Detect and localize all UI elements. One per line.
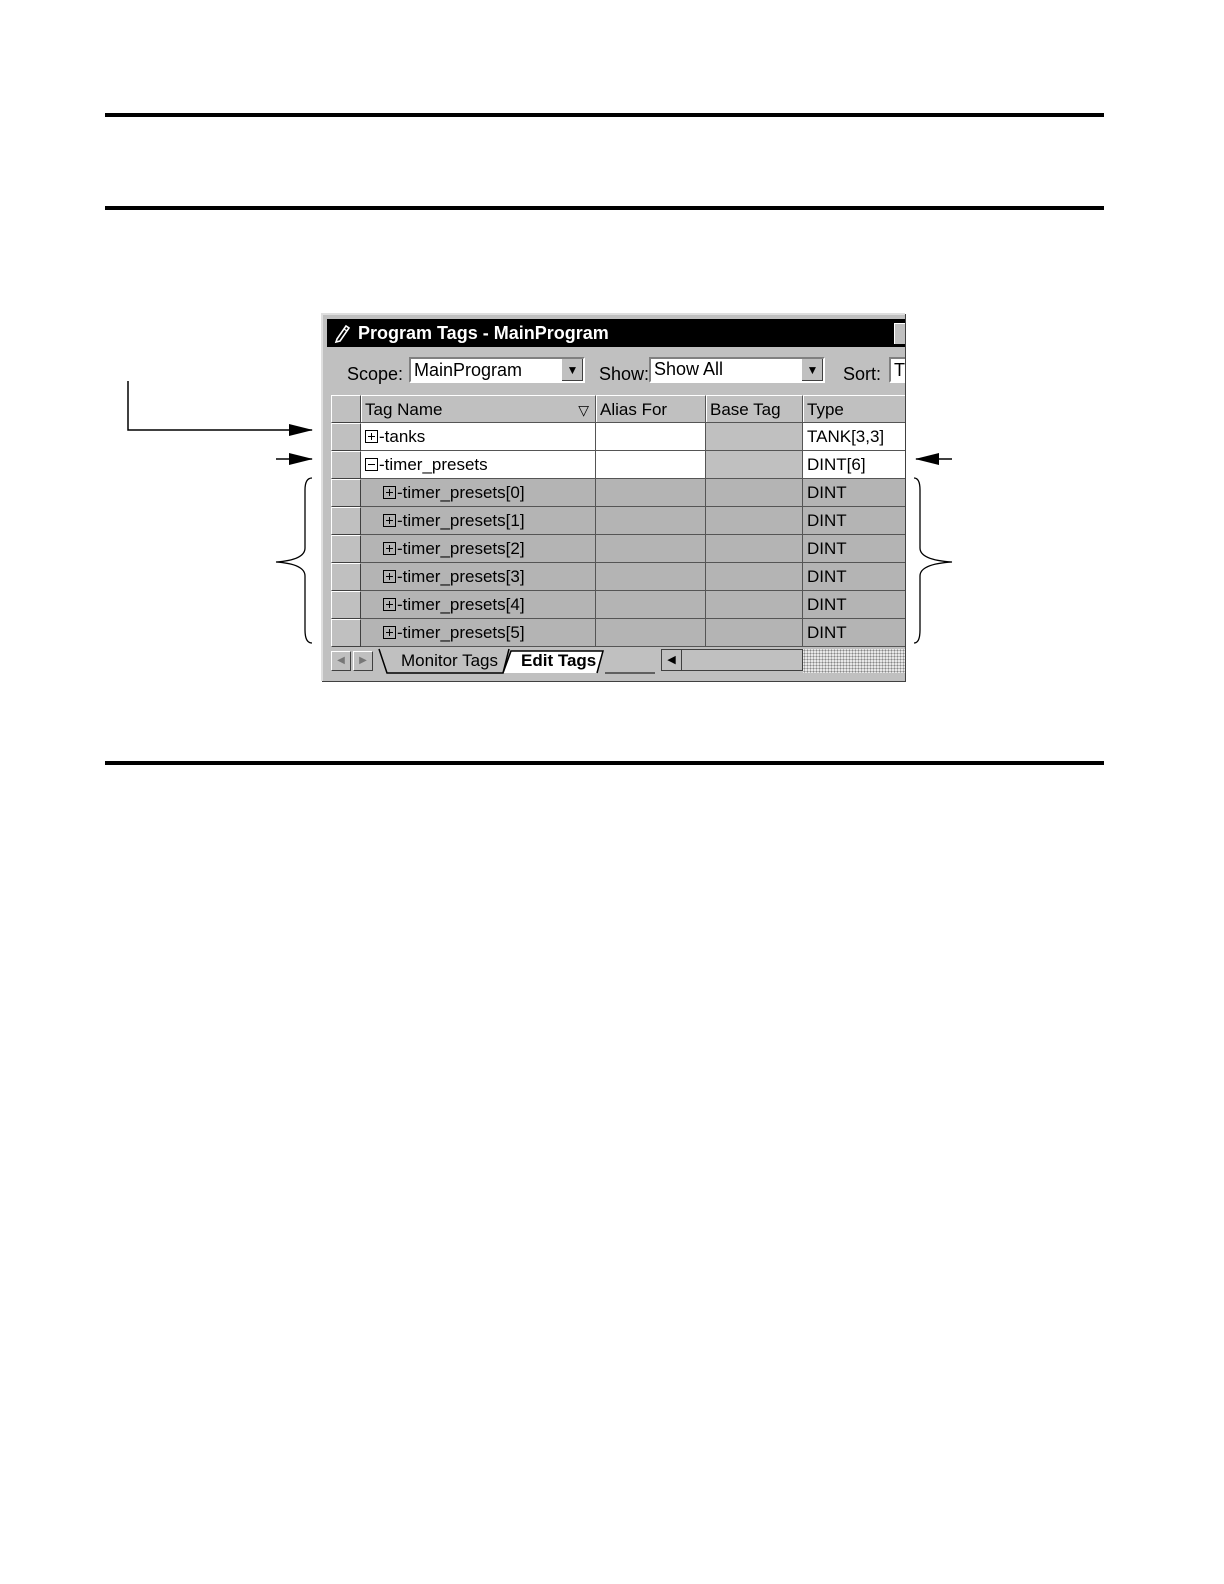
tab-monitor-tags[interactable]: Monitor Tags [401, 651, 499, 670]
grid-header [331, 395, 905, 423]
tag-name-cell[interactable]: -tanks [361, 423, 596, 451]
table-row[interactable] [331, 563, 905, 591]
sort-label: Sort: [843, 364, 882, 384]
tab-scroll-right-button[interactable]: ▶ [353, 651, 373, 671]
tab-edit-tags[interactable]: Edit Tags [521, 651, 597, 670]
type-cell: DINT [803, 563, 905, 591]
row-selector[interactable] [331, 591, 361, 619]
alias-for-cell [596, 479, 706, 507]
elements-brace-right [914, 478, 952, 643]
table-row[interactable] [331, 479, 905, 507]
minimize-button[interactable] [894, 323, 905, 344]
type-cell: DINT [803, 507, 905, 535]
dropdown-arrow-icon[interactable]: ▼ [561, 359, 583, 381]
tag-name-cell[interactable]: -timer_presets[4] [361, 591, 596, 619]
scrollbar-track[interactable] [803, 649, 905, 673]
sort-value: T [894, 360, 905, 380]
dropdown-arrow-icon[interactable]: ▼ [801, 359, 823, 381]
alias-for-cell [596, 619, 706, 647]
table-row[interactable] [331, 507, 905, 535]
tag-name-cell[interactable]: -timer_presets[3] [361, 563, 596, 591]
base-tag-cell [706, 451, 803, 479]
tag-grid [331, 395, 905, 647]
base-tag-cell [706, 619, 803, 647]
type-cell[interactable]: DINT[6] [803, 451, 905, 479]
plus-box-icon[interactable] [365, 430, 378, 443]
scroll-left-arrow-icon[interactable]: ◀ [662, 650, 682, 670]
alias-for-cell [596, 591, 706, 619]
base-tag-cell [706, 423, 803, 451]
table-row[interactable] [331, 451, 905, 479]
tag-name-cell[interactable]: -timer_presets [361, 451, 596, 479]
tag-name-cell[interactable]: -timer_presets[2] [361, 535, 596, 563]
base-tag-cell [706, 479, 803, 507]
pencil-icon [333, 319, 353, 347]
table-row[interactable] [331, 535, 905, 563]
tag-name-cell[interactable]: -timer_presets[0] [361, 479, 596, 507]
scope-value: MainProgram [414, 360, 523, 380]
select-all-corner[interactable] [331, 395, 361, 423]
horizontal-scrollbar[interactable] [661, 649, 803, 671]
base-tag-cell [706, 563, 803, 591]
tag-name-cell[interactable]: -timer_presets[1] [361, 507, 596, 535]
scope-label: Scope: [347, 364, 404, 384]
sort-select[interactable] [889, 357, 905, 383]
alias-for-cell [596, 535, 706, 563]
type-cell: DINT [803, 619, 905, 647]
scope-select[interactable] [409, 357, 585, 383]
sort-indicator-icon: ▽ [578, 402, 589, 418]
row-selector[interactable] [331, 479, 361, 507]
plus-box-icon[interactable] [383, 514, 396, 527]
tab-scroll-left-button[interactable]: ◀ [331, 651, 351, 671]
base-tag-cell [706, 591, 803, 619]
plus-box-icon[interactable] [383, 542, 396, 555]
toolbar [327, 347, 905, 397]
alias-for-cell[interactable] [596, 423, 706, 451]
show-select[interactable] [649, 357, 825, 383]
plus-box-icon[interactable] [383, 626, 396, 639]
window-title: Program Tags - MainProgram [358, 323, 609, 343]
alias-for-cell[interactable] [596, 451, 706, 479]
plus-box-icon[interactable] [383, 570, 396, 583]
row-selector[interactable] [331, 563, 361, 591]
type-cell: DINT [803, 479, 905, 507]
title-bar[interactable] [327, 319, 905, 347]
row-selector[interactable] [331, 619, 361, 647]
column-header-base-tag[interactable]: Base Tag [706, 395, 803, 423]
tag-name-cell[interactable]: -timer_presets[5] [361, 619, 596, 647]
row-selector[interactable] [331, 423, 361, 451]
alias-for-cell [596, 563, 706, 591]
sheet-tab-bar [331, 647, 905, 675]
elements-brace-left [276, 478, 312, 643]
plus-box-icon[interactable] [383, 598, 396, 611]
row-selector[interactable] [331, 535, 361, 563]
type-cell: DINT [803, 535, 905, 563]
column-header-type[interactable]: Type [803, 395, 905, 423]
table-row[interactable] [331, 423, 905, 451]
program-tags-window [321, 313, 905, 681]
base-tag-cell [706, 507, 803, 535]
row-selector[interactable] [331, 507, 361, 535]
alias-for-cell [596, 507, 706, 535]
type-cell: DINT [803, 591, 905, 619]
table-row[interactable] [331, 591, 905, 619]
plus-box-icon[interactable] [383, 486, 396, 499]
base-tag-cell [706, 535, 803, 563]
type-cell[interactable]: TANK[3,3] [803, 423, 905, 451]
column-header-alias-for[interactable]: Alias For [596, 395, 706, 423]
column-header-tag-name[interactable]: Tag Name ▽ [361, 395, 596, 423]
row-selector[interactable] [331, 451, 361, 479]
table-row[interactable] [331, 619, 905, 647]
minus-box-icon[interactable] [365, 458, 378, 471]
tanks-callout-arrow [128, 381, 312, 430]
show-label: Show: [599, 364, 650, 384]
show-value: Show All [654, 359, 724, 379]
